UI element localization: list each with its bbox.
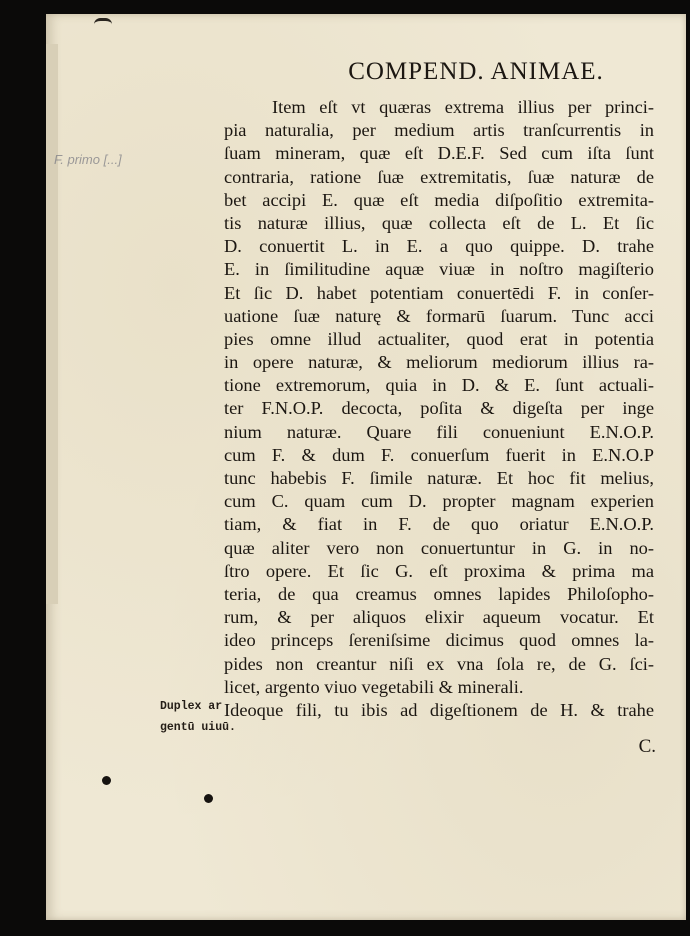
text-line: cum F. & dum F. conuerſum fuerit in E.N.O.P: [224, 444, 654, 465]
text-line: Item eſt vt quæras extrema illius per princi-: [272, 97, 654, 117]
text-line: bet accipi E. quæ eſt media diſpoſitio extremita-: [224, 189, 654, 210]
text-line: Et ſic D. habet potentiam conuertēdi F. in conſer-: [224, 282, 654, 303]
text-line: nium naturæ. Quare fili conueniunt E.N.O.P.: [224, 421, 654, 442]
text-line: Ideoque fili, tu ibis ad digeſtionem de H. & trahe: [224, 699, 654, 720]
text-line: cum C. quam cum D. propter magnam experien: [224, 491, 654, 512]
text-line: pia naturalia, per medium artis tranſcurrentis in: [224, 120, 654, 141]
text-line: D. conuertit L. in E. a quo quippe. D. trahe: [224, 236, 654, 257]
text-line: ter F.N.O.P. decocta, poſita & digeſta per inge: [224, 398, 654, 419]
text-line: pies omne illud actualiter, quod erat in potentia: [224, 328, 654, 349]
text-line: tione extremorum, quia in D. & E. ſunt actuali-: [224, 375, 654, 396]
margin-note-line: Duplex ar: [160, 700, 223, 713]
page-edge: [46, 44, 58, 604]
text-line: quæ aliter vero non conuertuntur in G. in no-: [224, 537, 654, 558]
text-line: pides non creantur niſi ex vna ſola re, de G. ſci-: [224, 653, 654, 674]
book-page: [46, 14, 686, 920]
text-line: ſuam mineram, quæ eſt D.E.F. Sed cum iſta ſunt: [224, 143, 654, 164]
body-text: [224, 96, 654, 722]
text-line: teria, de qua creamus omnes lapides Philoſopho-: [224, 583, 654, 604]
text-line: licet, argento viuo vegetabili & minerali.: [224, 676, 524, 697]
margin-note: [160, 696, 238, 738]
text-line: in opere naturæ, & meliorum mediorum illius ra-: [224, 352, 654, 373]
text-line: rum, & per aliquos elixir aqueum vocatur. Et: [224, 607, 654, 628]
catchword: C.: [638, 736, 656, 757]
ink-mark: [94, 18, 112, 31]
text-line: ideo princeps ſereniſsime dicimus quod omnes la-: [224, 630, 654, 651]
ink-spot: [204, 794, 213, 803]
margin-note-line: gentū uiuū.: [160, 721, 236, 734]
pencil-annotation: F. primo [...]: [54, 152, 122, 167]
ink-spot: [102, 776, 111, 785]
text-line: E. in ſimilitudine aquæ viuæ in noſtro magiſterio: [224, 259, 654, 280]
running-header: COMPEND. ANIMAE.: [348, 58, 604, 85]
text-line: tiam, & fiat in F. de quo oriatur E.N.O.P.: [224, 514, 654, 535]
text-line: uatione ſuæ naturę & formarū ſuarum. Tunc acci: [224, 305, 654, 326]
text-line: tunc habebis F. ſimile naturæ. Et hoc fit melius,: [224, 468, 654, 488]
text-line: contraria, ratione ſuæ extremitatis, ſuæ naturæ de: [224, 166, 654, 187]
text-line: tis naturæ illius, quæ collecta eſt de L. Et ſic: [224, 212, 654, 233]
text-line: ſtro opere. Et ſic G. eſt proxima & prima ma: [224, 560, 654, 581]
